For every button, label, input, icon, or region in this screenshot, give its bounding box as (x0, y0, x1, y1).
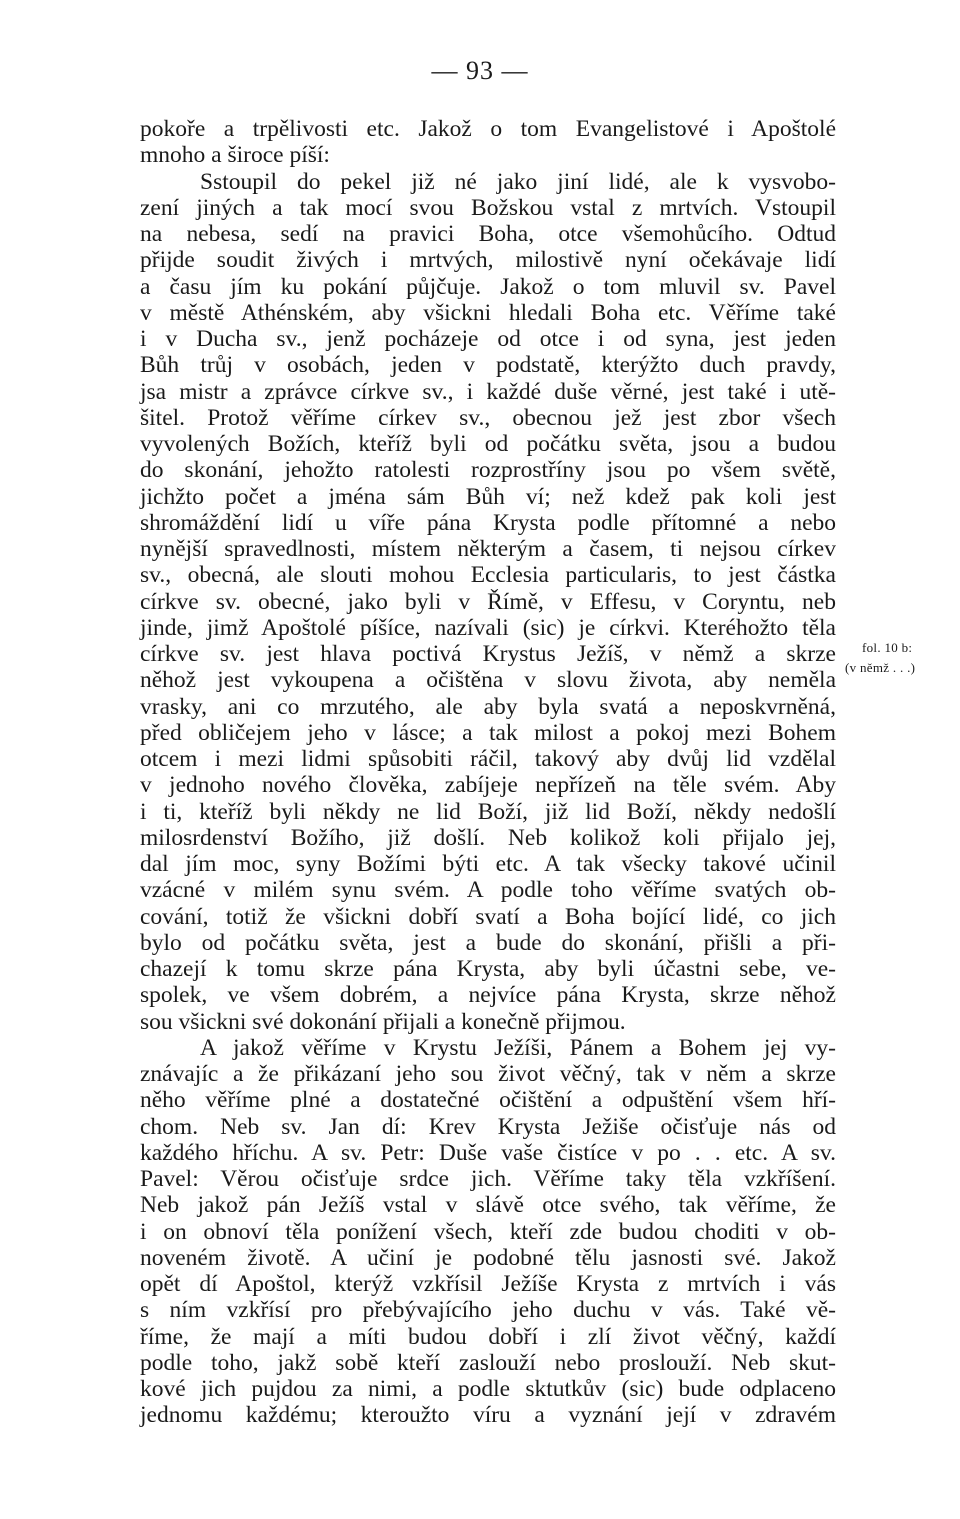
text-line: v městě Athénském, aby všickni hledali Boha etc. Věříme také (140, 299, 836, 326)
text-line: i v Ducha sv., jenž pocházeje od otce i od syna, jest jeden (140, 326, 836, 352)
text-line: vrasky, ani co mrzutého, ale aby byla svatá a neposkvrněná, (140, 693, 836, 720)
text-line: cování, totiž že všickni dobří svatí a Boha bojící lidé, co jich (140, 903, 836, 930)
text-line: přijde soudit živých i mrtvých, milostivě nyní očekávaje lidí (140, 247, 836, 274)
text-line: dal jím moc, syny Božími býti etc. A tak všecky takové učinil (140, 851, 836, 877)
text-line: i on obnoví těla ponížení všech, kteří zde budou choditi v ob- (140, 1218, 836, 1245)
text-line: šitel. Protož věříme církev sv., obecnou jež jest zbor všech (140, 404, 836, 431)
text-line: něho věříme plné a dostatečné očištění a odpuštění všem hří- (140, 1087, 836, 1114)
text-line: Sstoupil do pekel již né jako jiní lidé, ale k vysvobo- (200, 168, 836, 195)
text-line: chom. Neb sv. Jan dí: Krev Krysta Ježiše očisťuje nás od (140, 1113, 836, 1140)
text-line: na nebesa, sedí na pravici Boha, otce všemohůcího. Odtud (140, 221, 836, 247)
text-line: nynější spravedlnosti, místem některým a časem, ti nejsou církev (140, 536, 836, 562)
text-line: podle toho, jakž sobě kteří zaslouží nebo proslouží. Neb skut- (140, 1349, 836, 1376)
text-line: Pavel: Věrou očisťuje srdce jich. Věříme taky těla vzkříšení. (140, 1166, 836, 1192)
text-line: mnoho a široce píší: (140, 142, 330, 169)
text-line: zení jiných a tak mocí svou Božskou vstal z mrtvích. Vstoupil (140, 194, 836, 221)
text-line: a času jím ku pokání půjčuje. Jakož o tom mluvil sv. Pavel (140, 273, 836, 300)
text-line: pokoře a trpělivosti etc. Jakož o tom Evangelistové i Apoštolé (140, 116, 836, 142)
margin-note-variant: (v němž . . .) (845, 660, 916, 675)
text-line: každého hříchu. A sv. Petr: Duše vaše čistíce v po . . etc. A sv. (140, 1139, 836, 1166)
text-line: vyvolených Božích, kteříž byli od počátku světa, jsou a budou (140, 431, 836, 457)
text-line: A jakož věříme v Krystu Ježíši, Pánem a Bohem jej vy- (200, 1034, 836, 1061)
text-line: jinde, jimž Apoštolé píšíce, nazívali (sic) je církvi. Kteréhožto těla (140, 614, 836, 641)
text-line: říme, že mají a míti budou dobří i zlí život věčný, každí (140, 1323, 836, 1350)
body-text (140, 116, 836, 1429)
text-line: spolek, ve všem dobrém, a nejvíce pána Krysta, skrze něhož (140, 982, 836, 1009)
text-line: sou všickni své dokonání přijali a konečně přijmou. (140, 1008, 626, 1035)
text-line: církve sv. jest hlava poctivá Krystus Ježíš, v němž a skrze (140, 641, 836, 667)
text-line: do skonání, jehožto ratolesti rozprostříny jsou po všem světě, (140, 457, 836, 484)
text-line: shromáždění lidí u víře pána Krysta podle přítomné a nebo (140, 509, 836, 536)
text-line: před obličejem jeho v lásce; a tak milost a pokoj mezi Bohem (140, 719, 836, 746)
text-line: znávajíc a že přikázaní jeho sou život věčný, tak v něm a skrze (140, 1061, 836, 1087)
text-line: něhož jest vykoupena a očištěna v slovu života, aby neměla (140, 667, 836, 694)
text-line: Bůh trůj v osobách, jeden v podstatě, kterýžto duch pravdy, (140, 352, 836, 379)
text-line: bylo od počátku světa, jest a bude do skonání, přišli a při- (140, 929, 836, 956)
text-line: i ti, kteříž byli někdy ne lid Boží, již lid Boží, někdy nedošlí (140, 798, 836, 825)
text-line: jichžto počet a jména sám Bůh ví; než kdež pak koli jest (140, 483, 836, 510)
text-line: Neb jakož pán Ježíš vstal v slávě otce svého, tak věříme, že (140, 1192, 836, 1219)
text-line: s ním vzkřísí pro přebývajícího jeho duchu v vás. Také vě- (140, 1297, 836, 1324)
page-number: — 93 — (431, 56, 529, 85)
text-line: jednomu každému; kteroužto víru a vyznání její v zdravém (140, 1402, 836, 1429)
text-line: v jednoho nového člověka, zabíjeje nepřízeň na těle svém. Aby (140, 772, 836, 799)
text-line: kové jich pujdou za nimi, a podle sktutkův (sic) bude odplaceno (140, 1376, 836, 1402)
text-line: noveném životě. A učiní je podobné tělu jasnosti své. Jakož (140, 1244, 836, 1271)
text-line: sv., obecná, ale slouti mohou Ecclesia particularis, to jest částka (140, 562, 836, 589)
text-line: jsa mistr a zprávce církve sv., i každé duše věrné, jest také i utě- (140, 378, 836, 405)
text-line: církve sv. obecné, jako byli v Římě, v Effesu, v Coryntu, neb (140, 588, 836, 615)
text-line: otcem i mezi lidmi spůsobiti ráčil, takový aby dvůj lid vzdělal (140, 746, 836, 772)
margin-note-folio: fol. 10 b: (862, 640, 913, 655)
text-line: opět dí Apoštol, kterýž vzkřísil Ježíše Krysta z mrtvích i vás (140, 1271, 836, 1297)
text-line: chazejí k tomu skrze pána Krysta, aby byli účastni sebe, ve- (140, 956, 836, 982)
text-line: vzácné v milém synu svém. A podle toho věříme svatých ob- (140, 877, 836, 904)
text-line: milosrdenství Božího, již došlí. Neb kolikož koli přijalo jej, (140, 824, 836, 851)
